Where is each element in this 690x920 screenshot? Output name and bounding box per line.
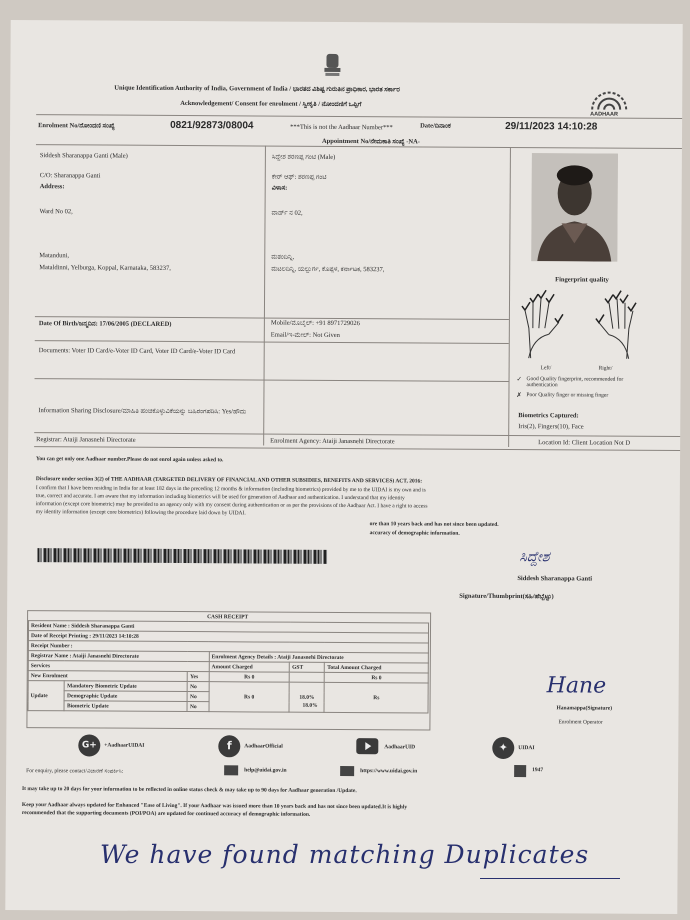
receipt-table [28,620,430,713]
district-kn: ಮಟಲದಿನ್ನಿ, ಯಲ್ಬುರ್ಗ, ಕೊಪ್ಪಳ, ಕರ್ನಾಟಕ, 583237, [271,265,385,274]
new-enrolment-total: Rs 0 [325,672,429,683]
update-total: Rs [324,682,428,713]
care-of-en: C/O: Sharanappa Ganti [39,172,101,180]
disclosure-title: Disclosure under section 3(2) of THE AADHAAR (TARGETED DELIVERY OF FINANCIAL AND OTHER SUBSIDIES, BENEFITS AND SERVICES) ACT, 2016: [35,476,423,485]
contact-email[interactable]: help@uidai.gov.in [244,767,287,774]
poor-quality-note: Poor Quality finger or missing finger [526,392,609,399]
biometrics-captured-value: Iris(2), Fingers(10), Face [518,423,584,431]
date-label: Date/ದಿನಾಂಕ [420,122,451,130]
mobile-number: Mobile/ಮೊಬೈಲ್: +91 8971729026 [270,319,360,328]
disclosure-line-2: true, correct and accurate. I am aware that my information including biometrics will be used for generation of Aadhaar and authentication. I understand that my identity [35,493,405,502]
location-id: Location Id: Client Location Not D [538,439,631,447]
left-hand-label: Left/ [540,365,552,372]
locality-en: Matanduni, [39,252,70,260]
enrolment-date: 29/11/2023 14:10:28 [505,120,598,133]
biometrics-captured-label: Biometrics Captured: [518,412,579,420]
google-plus-handle: +AadhaarUIDAI [104,742,145,749]
ward-en: Ward No 02, [39,208,73,216]
contact-phone: 1947 [532,767,544,774]
handwritten-note: We have found matching Duplicates [100,840,590,869]
google-plus-icon[interactable]: G+ [78,734,100,756]
new-enrolment-yes: Yes [188,672,209,682]
facebook-icon[interactable]: f [218,735,240,757]
footer-line-1: It may take up to 20 days for your information to be reflected in online status check & may take up to 90 days for Aadhaar generation /Update. [22,786,357,795]
not-aadhaar-note: ***This is not the Aadhaar Number*** [290,123,393,132]
youtube-handle: AadhaarUID [384,744,416,751]
twitter-icon[interactable]: ✦ [492,737,514,759]
org-title: Unique Identification Authority of India, Government of India / ಭಾರತದ ವಿಶಿಷ್ಟ ಗುರುತಿನ ಪ್ರಾಧಿಕಾರ, ಭಾರತ ಸರ್ಕಾರ [114,84,400,94]
disclosure-line-4: my identity information (except core biometrics) following the procedure laid down by UIDAI. [35,509,246,517]
aadhaar-logo [584,81,634,119]
email-value: Email/ಇ-ಮೇಲ್: Not Given [270,331,340,339]
phone-icon [514,765,526,777]
facebook-handle: AadhaarOfficial [244,743,283,750]
col-amount: Amount Charged [209,662,290,672]
email-icon [224,765,238,775]
update-note-2: accuracy of demographic information. [369,530,460,537]
website-icon [340,766,354,776]
care-of-kn: ಕೇರ್ ಆಫ್: ಶರಣಪ್ಪ ಗಂಟಿ [271,173,327,181]
district-en: Mataldinni, Yelburga, Koppal, Karnataka, 583237, [39,264,171,272]
new-enrolment-amount: Rs 0 [209,672,290,682]
info-sharing-disclosure: Information Sharing Disclosure/ಮಾಹಿತಿ ಹಂಚಿಕೊಳ್ಳುವಿಕೆಯನ್ನು ಬಹಿರಂಗಪಡಿಸಿ: Yes/ಹೌದು [38,407,247,416]
new-enrolment: New Enrolment [28,671,187,682]
ack-title: Acknowledgement/ Consent for enrolment / ಸ್ವೀಕೃತಿ / ನೋಂದಣಿಗೆ ಒಪ್ಪಿಗೆ [180,99,362,109]
appointment-number: Appointment No/ನೇಮಕಾತಿ ಸಂಖ್ಯೆ -NA- [321,137,421,146]
update-amount: Rs 0 [209,682,290,712]
resident-name-en: Siddesh Sharanappa Ganti (Male) [39,152,128,160]
enrolment-number: 0821/92873/08004 [170,119,254,132]
col-total: Total Amount Charged [325,662,429,673]
footer-line-2: Keep your Aadhaar always updated for Enhanced "Ease of Living". If your Aadhaar was issued more than 10 years back and has not since been updated.It is highly [21,802,408,811]
fingerprint-hands-icon [519,288,639,364]
resident-signature: ಸಿದ್ದೇಶ [519,549,550,566]
new-enrolment-gst: 18.0% [302,702,318,709]
right-hand-label: Right/ [598,365,613,372]
receipt-printing-date: Date of Receipt Printing : 29/11/2023 14:10:28 [28,631,428,643]
receipt-number: Receipt Number : [28,641,428,653]
aadhaar-logo-text: AADHAAR [590,111,618,118]
registrar: Registrar: Ataiji Janasnehi Directorate [36,436,136,444]
biometric-no: No [187,702,208,712]
operator-signature: Hane [546,673,607,699]
twitter-handle: UIDAI [518,745,535,752]
signature-label: Signature/Thumbprint(ಸಹಿ/ಹೆಬ್ಬೆಟ್ಟು) [459,592,554,601]
enrolment-label: Enrolment No/ನೋಂದಣಿ ಸಂಖ್ಯೆ [38,122,115,130]
address-label-en: Address: [39,183,65,191]
good-quality-check-icon: ✓ [516,376,523,384]
mandatory-no: No [188,682,209,692]
col-services: Services [28,661,209,672]
good-quality-note: Good Quality fingerprint, recommended for authentication [526,376,624,389]
poor-quality-cross-icon: ✗ [516,392,522,400]
update-note-1: ore than 10 years back and has not since been updated. [369,521,499,528]
biometric-update: Biometric Update [64,701,187,712]
receipt-agency-details: Enrolment Agency Details : Ataiji Janasnehi Directorate [209,652,428,663]
resident-signature-name: Siddesh Sharanappa Ganti [517,575,593,583]
address-label-kn: ವಿಳಾಸ: [271,184,288,192]
receipt-registrar-name: Registrar Name : Ataiji Janasnehi Directorate [28,651,209,662]
barcode [37,548,327,564]
date-of-birth: Date Of Birth/ಜನ್ಮದಿನ: 17/06/2005 (DECLARED) [38,320,172,328]
national-emblem-icon [322,52,342,78]
documents: Documents: Voter ID Card/e-Voter ID Card, Voter ID Card/e-Voter ID Card [38,347,236,356]
mandatory-update: Mandatory Biometric Update [65,681,188,692]
disclosure-line-1: I confirm that I have been residing in India for at least 182 days in the preceding 12 months & information (including biometrics) provided by me to the UIDAI is my own and is [35,485,426,494]
disclosure-line-3: information (except core biometric) may be provided to an agency only with my consent during authentication or as per the provisions of the Aadhaar Act. I have a right to access [35,501,428,510]
col-gst: GST [290,662,325,672]
ward-kn: ವಾರ್ಡ್ ನ 02, [271,209,303,217]
enrolment-agency: Enrolment Agency: Ataiji Janasnehi Directorate [270,437,395,446]
youtube-icon[interactable] [356,738,378,754]
operator-name: Hanamappa(Signature) [556,705,613,712]
footer-line-3: recommended that the supporting documents (POI/POA) are updated for continued accuracy of demographic information. [21,810,311,818]
resident-name-kn: ಸಿದ್ದೇಶ ಶರಣಪ್ಪ ಗಂಟಿ (Male) [271,153,336,161]
operator-role: Enrolment Operator [558,719,603,726]
demographic-update: Demographic Update [65,691,188,702]
contact-website[interactable]: https://www.uidai.gov.in [360,768,418,775]
locality-kn: ಮತಂದಿನ್ನಿ, [271,253,295,261]
enquiry-label: For enquiry, please contact/ವಿಚಾರಣೆ ಸಂಪರ್ಕಿಸಿ: [26,768,124,775]
acknowledgement-sheet [5,20,682,914]
receipt-title: CASH RECEIPT [207,614,249,621]
resident-photo [531,153,618,262]
fingerprint-title: Fingerprint quality [555,276,609,284]
receipt-resident-name: Resident Name : Siddesh Sharanappa Ganti [28,621,428,633]
update-label: Update [28,681,65,711]
demographic-no: No [188,692,209,702]
one-aadhaar-notice: You can get only one Aadhaar number.Please do not enrol again unless asked to. [36,456,224,464]
update-gst: 18.0% [289,682,324,712]
